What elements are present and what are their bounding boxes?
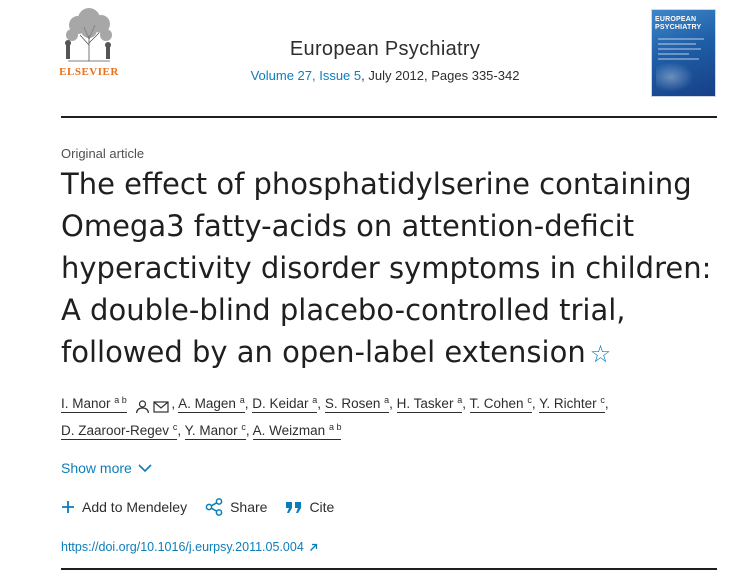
author-link[interactable]: [252, 396, 317, 413]
share-icon: [205, 498, 223, 516]
author-link[interactable]: [61, 396, 127, 413]
star-outline-icon[interactable]: ☆: [589, 340, 612, 368]
cite-button[interactable]: [285, 499, 334, 515]
affiliation-marker: c: [527, 395, 532, 405]
envelope-icon: [153, 401, 169, 413]
author-name: Y. Manor: [184, 423, 238, 438]
chevron-down-icon: [138, 464, 152, 473]
issue-date-pages: , July 2012, Pages 335-342: [361, 68, 520, 83]
person-icon: [135, 400, 150, 414]
elsevier-tree-icon: [58, 5, 120, 63]
footer-divider: [61, 568, 717, 570]
add-to-mendeley-button[interactable]: [61, 499, 187, 515]
author-separator: ,: [177, 423, 182, 438]
article-actions: [61, 498, 352, 516]
author-name: I. Manor: [61, 396, 111, 411]
author-separator: ,: [171, 396, 176, 411]
author-link[interactable]: [185, 423, 246, 440]
doi-text: https://doi.org/10.1016/j.eurpsy.2011.05.004: [61, 540, 304, 554]
share-button[interactable]: [205, 498, 267, 516]
author-name: D. Keidar: [252, 396, 309, 411]
elsevier-logo[interactable]: [57, 5, 121, 79]
author-name: A. Magen: [178, 396, 236, 411]
author-separator: ,: [244, 396, 249, 411]
plus-icon: [61, 500, 75, 514]
article-title-text: The effect of phosphatidylserine containing Omega3 fatty-acids on attention-deficit hyperactivity disorder symptoms in children: A double-blind placebo-controlled trial, followed by an open-label extension: [61, 167, 712, 369]
add-to-mendeley-label: Add to Mendeley: [82, 499, 188, 515]
journal-info: [190, 38, 580, 83]
author-link[interactable]: [539, 396, 605, 413]
affiliation-marker: a: [384, 395, 390, 405]
author-link[interactable]: [325, 396, 389, 413]
doi-link[interactable]: [61, 540, 318, 554]
author-separator: ,: [604, 396, 609, 411]
affiliation-marker: a: [312, 395, 318, 405]
affiliation-marker: c: [600, 395, 605, 405]
affiliation-marker: c: [172, 422, 178, 432]
author-separator: ,: [531, 396, 536, 411]
author-separator: ,: [462, 396, 466, 411]
author-name: A. Weizman: [252, 423, 326, 438]
author-link[interactable]: [470, 396, 532, 413]
cover-title: EUROPEAN PSYCHIATRY: [655, 16, 702, 31]
author-separator: ,: [389, 396, 393, 411]
external-link-icon: [309, 543, 318, 552]
cover-map-graphic: [656, 62, 694, 92]
article-title: [61, 163, 726, 375]
affiliation-marker: a b: [328, 422, 342, 432]
header-divider: [61, 116, 717, 118]
corresponding-author-icons[interactable]: [135, 395, 170, 419]
show-more-button[interactable]: [61, 460, 152, 476]
quote-icon: [285, 501, 302, 514]
affiliation-marker: a b: [114, 395, 127, 405]
author-link[interactable]: [253, 423, 342, 440]
author-separator: ,: [317, 396, 322, 411]
journal-issue-meta: [190, 68, 580, 83]
author-link[interactable]: [178, 396, 245, 413]
share-label: Share: [230, 499, 268, 515]
author-link[interactable]: [397, 396, 463, 413]
cite-label: Cite: [309, 499, 335, 515]
author-name: H. Tasker: [396, 396, 454, 411]
author-separator: ,: [245, 423, 250, 438]
volume-issue-link[interactable]: Volume 27, Issue 5: [250, 68, 362, 83]
article-type: Original article: [61, 146, 145, 161]
author-name: T. Cohen: [469, 396, 524, 411]
author-list: [61, 392, 701, 443]
author-name: Y. Richter: [539, 396, 597, 411]
cover-text-lines: [658, 38, 709, 63]
affiliation-marker: a: [239, 395, 245, 405]
journal-title-link[interactable]: European Psychiatry: [289, 38, 481, 60]
journal-cover-thumbnail[interactable]: [651, 9, 716, 97]
author-name: S. Rosen: [324, 396, 381, 411]
affiliation-marker: c: [241, 422, 246, 432]
author-link[interactable]: [61, 423, 177, 440]
affiliation-marker: a: [457, 395, 463, 405]
publisher-name: ELSEVIER: [59, 66, 119, 78]
author-name: D. Zaaroor-Regev: [61, 423, 170, 438]
show-more-label: Show more: [61, 460, 132, 476]
